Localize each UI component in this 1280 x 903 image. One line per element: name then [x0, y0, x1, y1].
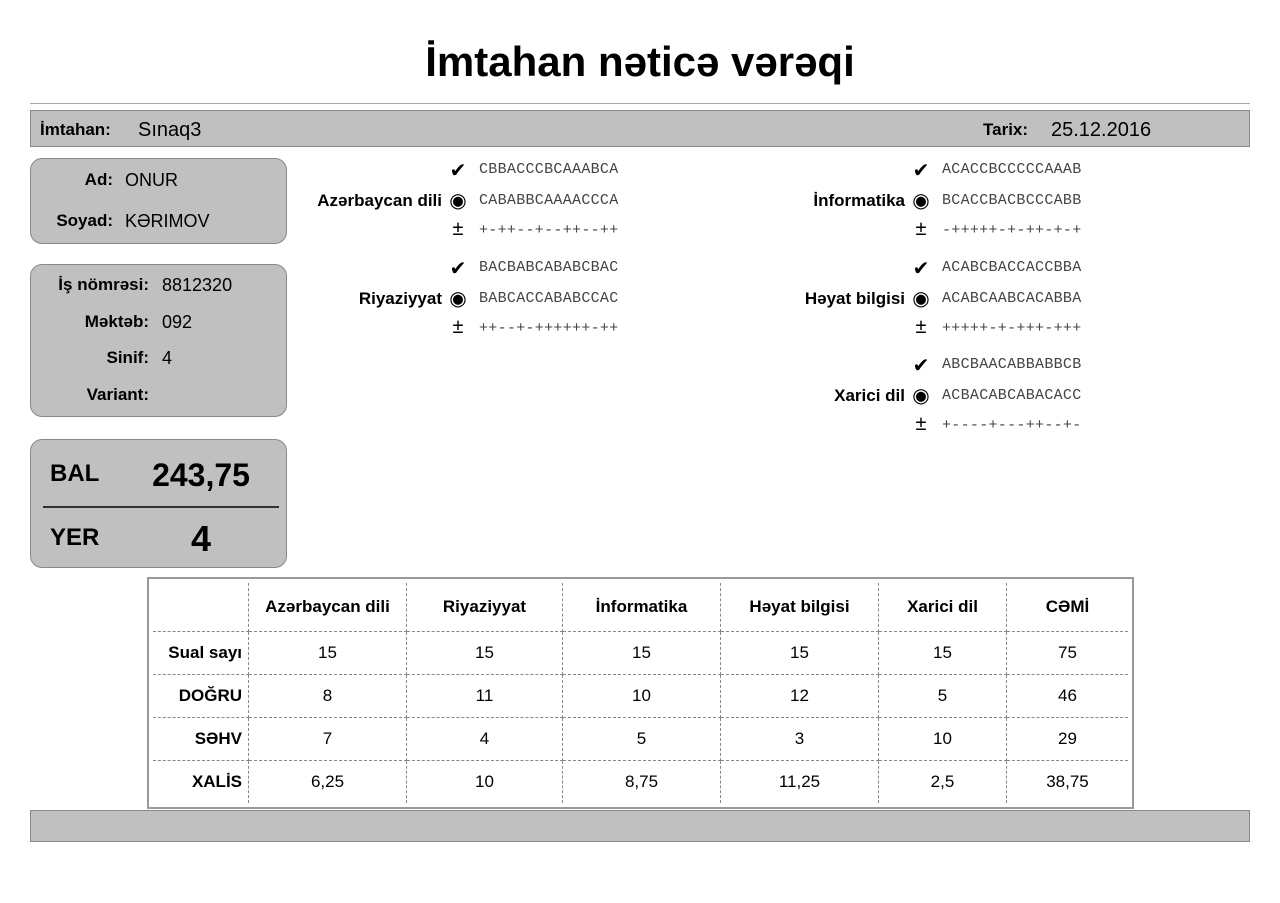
- yer-label: YER: [50, 524, 100, 551]
- subject-block: [753, 350, 1213, 440]
- radio-icon: ◉: [912, 190, 930, 212]
- column-header: CƏMİ: [1007, 583, 1128, 632]
- table-row: [153, 718, 1128, 761]
- yer-value: 4: [190, 518, 212, 559]
- class-value: 4: [162, 348, 173, 368]
- check-icon: ✔: [449, 258, 467, 280]
- table-cell: 15: [721, 632, 879, 675]
- plus-minus-icon: ±: [915, 413, 927, 435]
- check-icon: ✔: [449, 160, 467, 182]
- table-cell: 5: [879, 675, 1007, 718]
- column-header: [153, 583, 249, 632]
- class-label: Sinif:: [106, 348, 149, 367]
- surname-label: Soyad:: [56, 211, 113, 230]
- table-cell: 46: [1007, 675, 1128, 718]
- name-label: Ad:: [84, 170, 113, 189]
- subject-block: [753, 155, 1213, 245]
- table-cell: 5: [563, 718, 721, 761]
- table-cell: 6,25: [249, 761, 407, 803]
- bal-value: 243,75: [152, 457, 250, 493]
- radio-icon: ◉: [912, 288, 930, 310]
- table-cell: 10: [407, 761, 563, 803]
- radio-icon: ◉: [912, 385, 930, 407]
- student-answers: ACBACABCABACACC: [942, 387, 1082, 404]
- divider: [30, 103, 1250, 104]
- exam-label: İmtahan:: [40, 120, 111, 139]
- column-header: Azərbaycan dili: [249, 583, 407, 632]
- answer-marks: +----+---++--+-: [942, 417, 1082, 434]
- row-label: XALİS: [153, 761, 249, 803]
- plus-minus-icon: ±: [915, 218, 927, 240]
- answer-marks: ++--+-++++++-++: [479, 320, 619, 337]
- row-label: SƏHV: [153, 718, 249, 761]
- page-title: İmtahan nəticə vərəqi: [425, 38, 855, 85]
- table-cell: 75: [1007, 632, 1128, 675]
- radio-icon: ◉: [449, 190, 467, 212]
- check-icon: ✔: [912, 258, 930, 280]
- bal-label: BAL: [50, 460, 100, 487]
- name-value: ONUR: [125, 170, 178, 190]
- table-row: [153, 761, 1128, 803]
- table-row: [153, 675, 1128, 718]
- column-header: Xarici dil: [879, 583, 1007, 632]
- table-row: [153, 632, 1128, 675]
- date-value: 25.12.2016: [1051, 119, 1152, 141]
- column-header: İnformatika: [563, 583, 721, 632]
- person-box: [30, 158, 287, 244]
- table-cell: 8: [249, 675, 407, 718]
- column-header: Həyat bilgisi: [721, 583, 879, 632]
- surname-value: KƏRIMOV: [125, 211, 210, 231]
- results-table: [147, 577, 1134, 809]
- table-cell: 11,25: [721, 761, 879, 803]
- student-answers: BABCACCABABCCAC: [479, 290, 619, 307]
- check-icon: ✔: [912, 160, 930, 182]
- school-label: Məktəb:: [84, 312, 149, 331]
- plus-minus-icon: ±: [452, 316, 464, 338]
- subject-name: Xarici dil: [834, 386, 905, 405]
- table-cell: 11: [407, 675, 563, 718]
- column-header: Riyaziyyat: [407, 583, 563, 632]
- subject-name: Həyat bilgisi: [804, 289, 905, 308]
- answer-marks: +-++--+--++--++: [479, 222, 619, 239]
- exam-bar: [30, 110, 1250, 147]
- plus-minus-icon: ±: [452, 218, 464, 240]
- id-label: İş nömrəsi:: [58, 275, 149, 294]
- subject-block: [290, 253, 750, 343]
- subject-name: İnformatika: [813, 191, 905, 210]
- score-divider: [43, 506, 279, 508]
- table-cell: 29: [1007, 718, 1128, 761]
- correct-key: ACACCBCCCCCAAAB: [942, 161, 1082, 178]
- subject-block: [290, 155, 750, 245]
- table-cell: 38,75: [1046, 772, 1089, 791]
- exam-value: Sınaq3: [138, 119, 202, 141]
- table-header-row: [153, 583, 1128, 632]
- check-icon: ✔: [912, 355, 930, 377]
- table-cell: 15: [879, 632, 1007, 675]
- footer-bar: [30, 810, 1250, 842]
- plus-minus-icon: ±: [915, 316, 927, 338]
- table-cell: 15: [407, 632, 563, 675]
- subject-block: [753, 253, 1213, 343]
- table-cell: 2,5: [879, 761, 1007, 803]
- student-answers: ACABCAABCACABBA: [942, 290, 1082, 307]
- student-answers: BCACCBACBCCCABB: [942, 192, 1082, 209]
- correct-key: BACBABCABABCBAC: [479, 259, 619, 276]
- row-label: DOĞRU: [153, 675, 249, 718]
- row-label: Sual sayı: [153, 632, 249, 675]
- student-answers: CABABBCAAAACCCA: [479, 192, 619, 209]
- subject-name: Azərbaycan dili: [317, 191, 442, 210]
- answer-marks: +++++-+-+++-+++: [942, 320, 1082, 337]
- table-cell: 15: [563, 632, 721, 675]
- id-value: 8812320: [162, 275, 233, 295]
- table-cell: 12: [721, 675, 879, 718]
- table-cell: 4: [407, 718, 563, 761]
- table-cell: 3: [721, 718, 879, 761]
- table-cell: 8,75: [563, 761, 721, 803]
- school-value: 092: [162, 312, 193, 332]
- table-cell: 10: [879, 718, 1007, 761]
- table-cell: 15: [249, 632, 407, 675]
- score-box: [30, 439, 287, 568]
- table-cell: 10: [563, 675, 721, 718]
- date-label: Tarix:: [983, 120, 1029, 139]
- radio-icon: ◉: [449, 288, 467, 310]
- correct-key: ACABCBACCACCBBA: [942, 259, 1082, 276]
- table-cell: 7: [249, 718, 407, 761]
- subject-name: Riyaziyyat: [358, 289, 442, 308]
- answer-marks: -+++++-+-++-+-+: [942, 222, 1082, 239]
- work-box: [30, 264, 287, 417]
- correct-key: CBBACCCBCAAABCA: [479, 161, 619, 178]
- correct-key: ABCBAACABBABBCB: [942, 356, 1082, 373]
- variant-label: Variant:: [86, 385, 149, 404]
